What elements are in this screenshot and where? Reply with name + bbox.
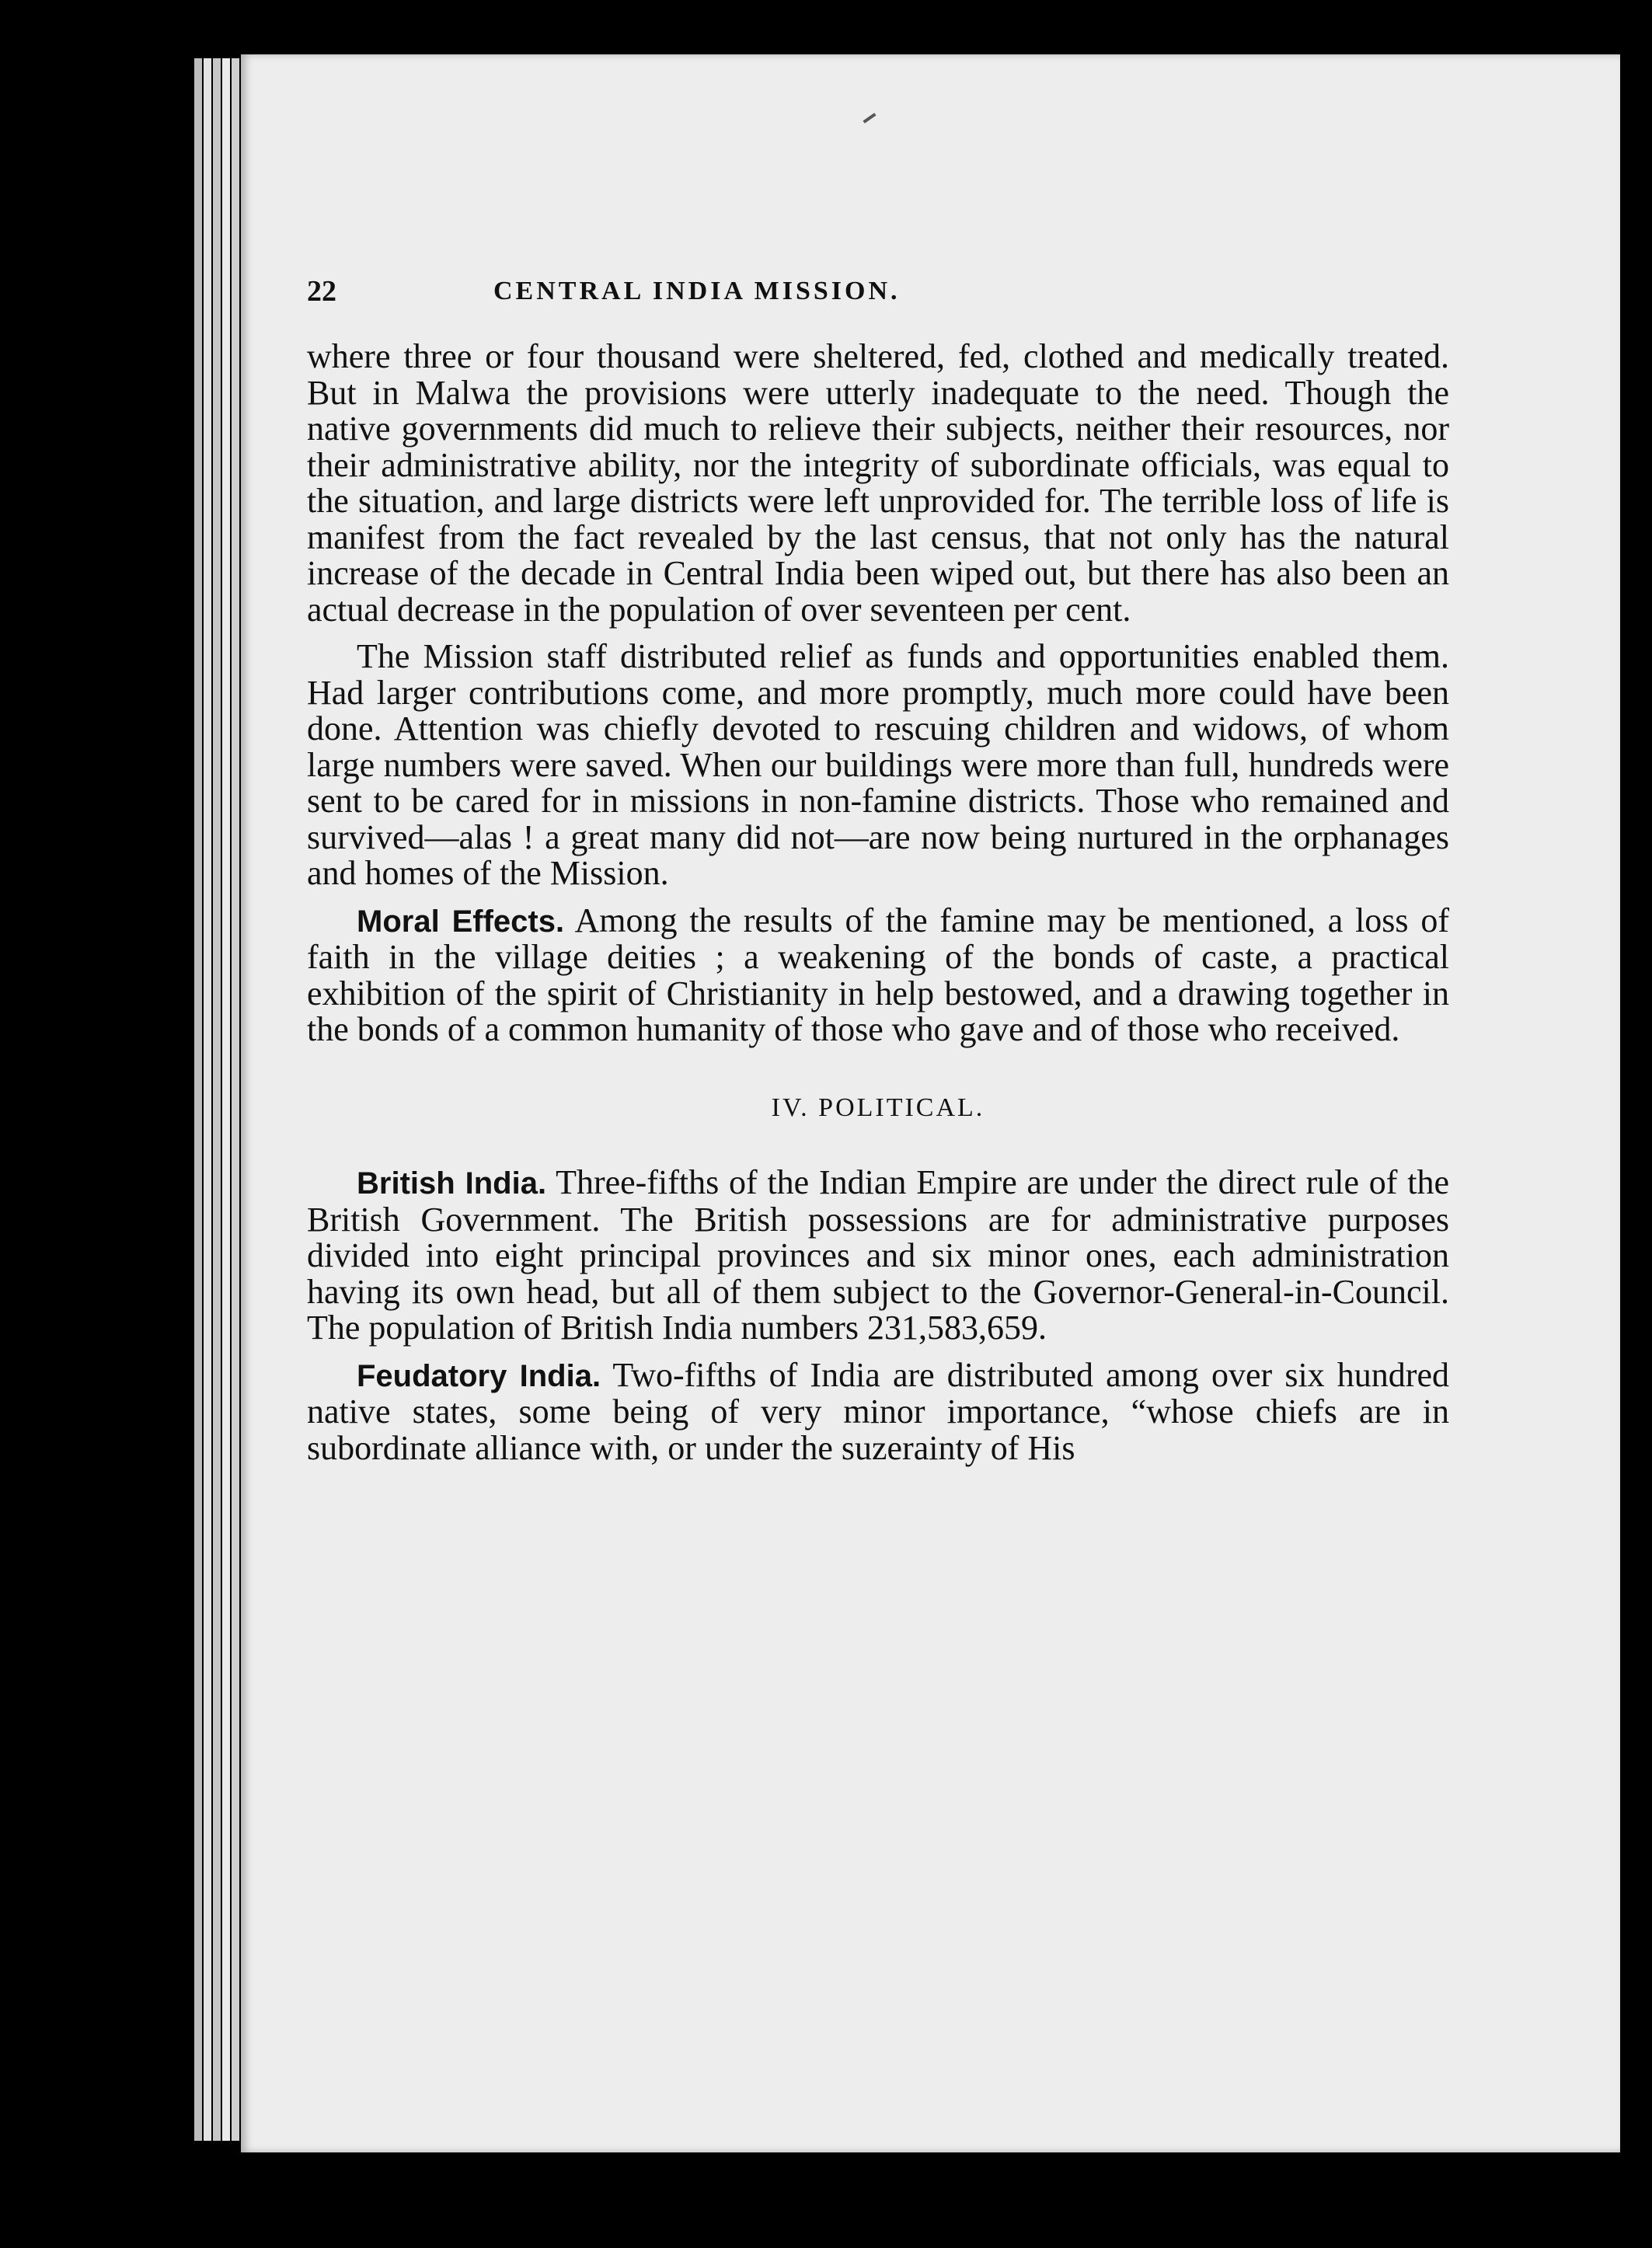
sidehead-british-india: British India. — [357, 1166, 547, 1201]
page-edge — [194, 58, 202, 2141]
british-india-text: Three-fifths of the Indian Empire are under the direct rule of the British Government. The British possessions are for administrative purposes divided into eight principal provinces and six minor ones, each administration having its own head, but all of them subject to the Governor-General-in-Council. The population of British India numbers 231,583,659. — [307, 1163, 1449, 1347]
feudatory-india-text: Two-fifths of India are distributed among over six hundred native states, some being of very minor importance, “whose chiefs are in subordinate alliance with, or under the suzerainty of His — [307, 1355, 1449, 1467]
page-edge — [204, 58, 211, 2141]
running-head-title: CENTRAL INDIA MISSION. — [493, 277, 901, 305]
paragraph-famine-relief: where three or four thousand were sheltered, fed, clothed and medically treated. But in Malwa the provisions were utterly inadequate to the need. Though the native governments did much to relieve their subjects, neither their resources, nor their administrative ability, nor the integrity of subordinate officials, was equal to the situation, and large districts were left unprovided for. The terrible loss of life is manifest from the fact revealed by the last census, that not only has the natural increase of the decade in Central India been wiped out, but there has also been an actual decrease in the population of over seventeen per cent. — [307, 337, 1449, 629]
page-edge — [213, 58, 221, 2141]
moral-effects-text: Among the results of the famine may be mentioned, a loss of faith in the village deities ; a weakening of the bonds of caste, a practical exhibition of the spirit of Christianity in help bestowed, and a drawing together in the bonds of a common humanity of those who gave and of those who received. — [307, 901, 1449, 1048]
paragraph-british-india — [307, 1165, 1449, 1347]
page-edge — [222, 58, 230, 2141]
running-head — [307, 274, 1449, 320]
section-heading: IV. POLITICAL. — [771, 1093, 985, 1122]
paragraph-mission-relief: The Mission staff distributed relief as funds and opportunities enabled them. Had larger contributions come, and more promptly, much more could have been done. Attention was chiefly devoted to rescuing children and widows, of whom large numbers were saved. When our buildings were more than full, hundreds were sent to be cared for in missions in non-famine districts. Those who remained and survived—alas ! a great many did not—are now being nurtured in the orphanages and homes of the Mission. — [307, 637, 1449, 892]
paragraph-moral-effects — [307, 903, 1449, 1048]
page-text — [307, 274, 1449, 1466]
page-number: 22 — [307, 275, 336, 308]
paragraph-feudatory-india — [307, 1355, 1449, 1467]
page-edge — [232, 58, 239, 2141]
sidehead-feudatory-india: Feudatory India. — [357, 1358, 601, 1393]
sidehead-moral-effects: Moral Effects. — [357, 904, 565, 939]
